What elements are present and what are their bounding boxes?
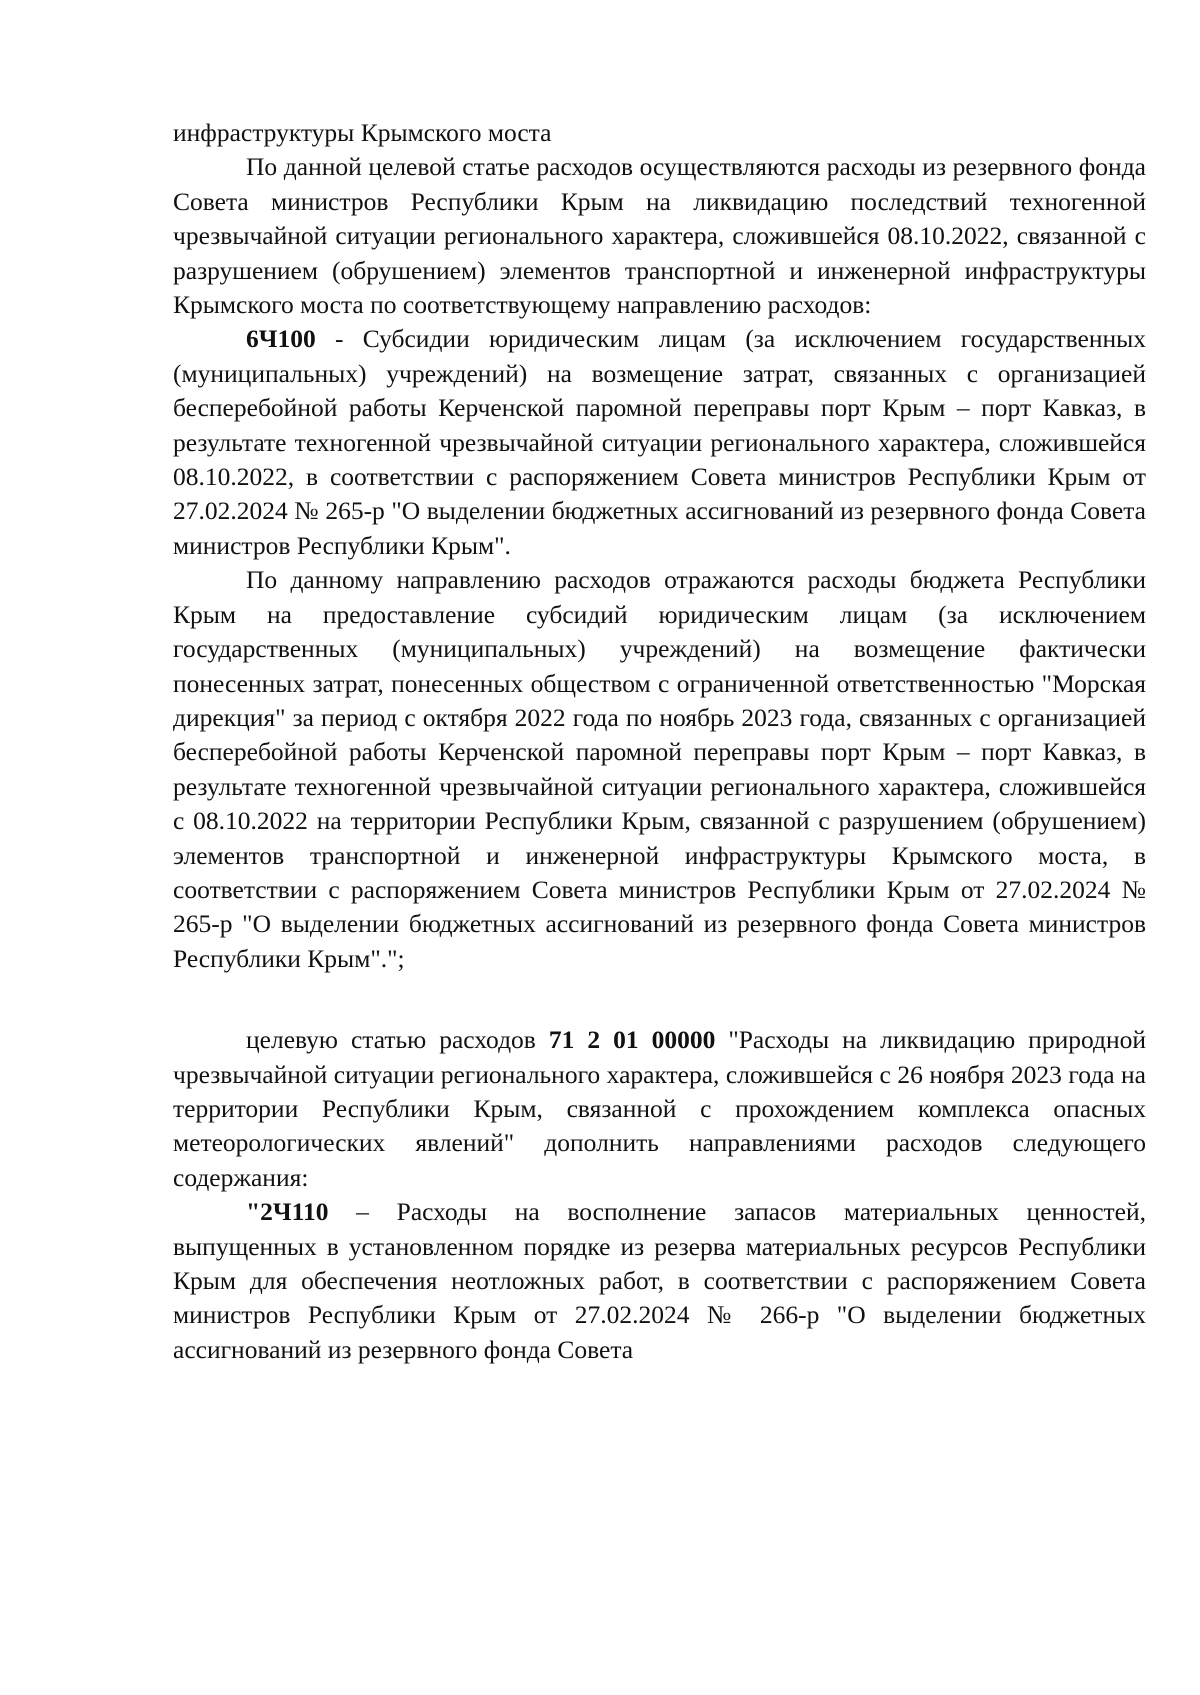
paragraph-expense-direction-details: По данному направлению расходов отражаются расходы бюджета Республики Крым на предоставление субсидий юридическим лицам (за исключением государственных (муниципальных) учреждений) на возмещение фактически понесенных затрат, понесенных обществом с ограниченной ответственностью "Морская дирекция" за период с октября 2022 года по ноябрь 2023 года, связанных с организацией бесперебойной работы Керченской паромной переправы порт Крым – порт Кавказ, в результате техногенной чрезвычайной ситуации регионального характера, сложившейся с 08.10.2022 на территории Республики Крым, связанной с разрушением (обрушением) элементов транспортной и инженерной инфраструктуры Крымского моста, в соответствии с распоряжением Совета министров Республики Крым от 27.02.2024 № 265-р "О выделении бюджетных ассигнований из резервного фонда Совета министров Республики Крым"."; <box>173 565 1146 973</box>
article-code: 71 2 01 00000 <box>548 1025 716 1055</box>
document-body <box>173 116 1146 1367</box>
paragraph-target-article-description: По данной целевой статье расходов осуществляются расходы из резервного фонда Совета министров Республики Крым на ликвидацию последствий техногенной чрезвычайной ситуации регионального характера, сложившейся 08.10.2022, связанной с разрушением (обрушением) элементов транспортной и инженерной инфраструктуры Крымского моста по соответствующему направлению расходов: <box>173 152 1146 320</box>
continued-line: инфраструктуры Крымского моста <box>173 118 552 147</box>
paragraph-target-article-71-2-01-00000 <box>173 1023 1146 1195</box>
paragraph-expense-direction-2ch110 <box>173 1195 1146 1367</box>
expense-description: - Субсидии юридическим лицам (за исключением государственных (муниципальных) учреждений) на возмещение затрат, связанных с организацией бесперебойной работы Керченской паромной переправы порт Крым – порт Кавказ, в результате техногенной чрезвычайной ситуации регионального характера, сложившейся 08.10.2022, в соответствии с распоряжением Совета министров Республики Крым от 27.02.2024 № 265-р "О выделении бюджетных ассигнований из резервного фонда Совета министров Республики Крым". <box>173 324 1146 560</box>
article-intro: целевую статью расходов <box>246 1025 549 1055</box>
paragraph-expense-direction-6ch100 <box>173 322 1146 563</box>
article-description: "Расходы на ликвидацию природной чрезвычайной ситуации регионального характера, сложившейся с 26 ноября 2023 года на территории Республики Крым, связанной с прохождением комплекса опасных метеорологических явлений" дополнить направлениями расходов следующего содержания: <box>173 1025 1147 1192</box>
expense-code: 6Ч100 <box>246 324 316 354</box>
expense-code: "2Ч110 <box>246 1197 329 1227</box>
expense-description: – Расходы на восполнение запасов материальных ценностей, выпущенных в установленном порядке из резерва материальных ресурсов Республики Крым для обеспечения неотложных работ, в соответствии с распоряжением Совета министров Республики Крым от 27.02.2024 № 266-р "О выделении бюджетных ассигнований из резервного фонда Совета <box>173 1197 1146 1364</box>
